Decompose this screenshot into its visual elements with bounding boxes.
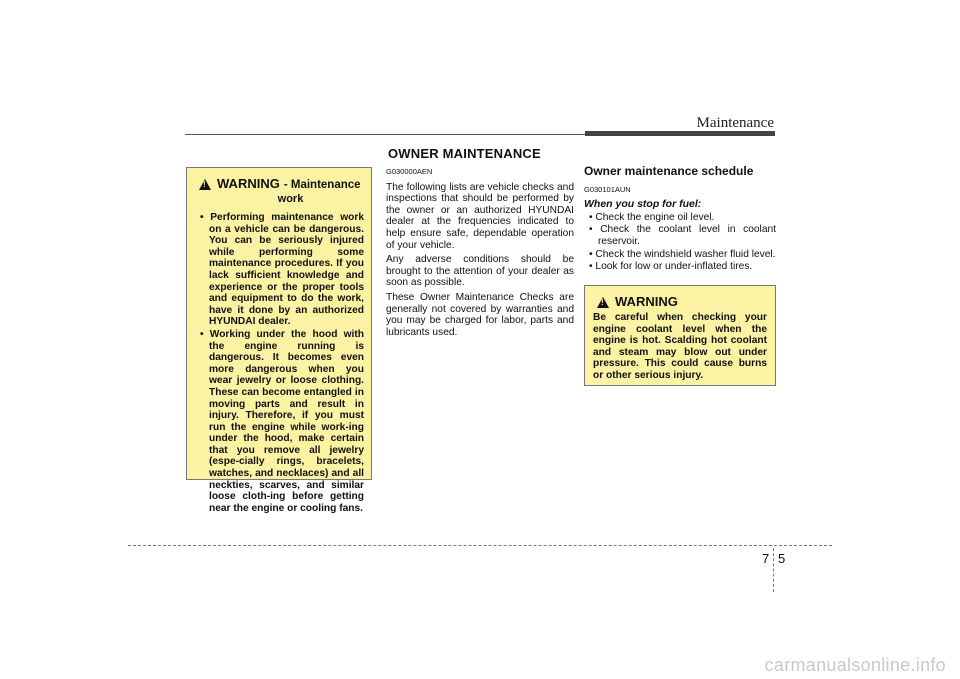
paragraph: The following lists are vehicle checks and inspections that should be performed by the owner or an authorized HYUNDAI dealer at the frequencies indicated to help ensure safe, dependable operation of your vehicle. xyxy=(386,181,574,251)
schedule-subhead: When you stop for fuel: xyxy=(584,198,702,211)
warning-header xyxy=(593,294,767,309)
warning-triangle-icon xyxy=(199,179,211,190)
page-number: 5 xyxy=(778,551,786,566)
paragraph: Any adverse conditions should be brought to the attention of your dealer as soon as possible. xyxy=(386,254,574,289)
page-header-title: Maintenance xyxy=(696,115,774,131)
schedule-item: • Check the coolant level in coolant reservoir. xyxy=(584,224,776,247)
schedule-item: • Look for low or under-inflated tires. xyxy=(584,261,776,273)
warning-title: WARNING xyxy=(615,294,678,309)
schedule-item: • Check the engine oil level. xyxy=(584,212,776,224)
coolant-warning-box xyxy=(584,285,776,386)
footer-rule xyxy=(128,545,832,546)
warning-item: • Working under the hood with the engine running is dangerous. It becomes even more dangerous when you wear jewelry or loose clothing. These can become entangled in moving parts and result in injury. Therefore, if you must run the engine while work-ing under the hood, make certain that you remove all jewelry (espe-cially rings, bracelets, watches, and necklaces) and all neckties, scarves, and similar loose cloth-ing before getting near the engine or cooling fans. xyxy=(195,329,364,515)
warning-title-suffix: - Maintenance xyxy=(283,179,361,191)
watermark: carmanualsonline.info xyxy=(764,655,946,675)
schedule-item: • Check the windshield washer fluid level. xyxy=(584,249,776,261)
schedule-code: G030101AUN xyxy=(584,184,631,194)
page-number-divider xyxy=(773,548,774,592)
maintenance-warning-box xyxy=(186,167,372,514)
warning-subtitle: work xyxy=(277,193,304,205)
header-rule-accent xyxy=(585,131,775,136)
warning-triangle-icon xyxy=(597,297,609,308)
paragraph: These Owner Maintenance Checks are generally not covered by warranties and you may be charged for labor, parts and lubricants used. xyxy=(386,291,574,338)
schedule-title: Owner maintenance schedule xyxy=(584,164,754,178)
warning-list xyxy=(195,212,364,514)
section-code: G030000AEN xyxy=(386,167,433,176)
warning-body: Be careful when checking your engine coolant level when the engine is hot. Scalding hot coolant and steam may blow out under pressure. This could cause burns or other serious injury. xyxy=(593,312,767,381)
schedule-column xyxy=(584,166,776,274)
owner-maintenance-column xyxy=(386,166,574,341)
schedule-list xyxy=(584,212,776,273)
section-title: OWNER MAINTENANCE xyxy=(388,146,541,161)
warning-header xyxy=(195,176,364,206)
warning-item: • Performing maintenance work on a vehicle can be dangerous. You can be seriously injured while performing some maintenance procedures. If you lack sufficient knowledge and experience or the proper tools and equipment to do the work, have it done by an authorized HYUNDAI dealer. xyxy=(195,212,364,328)
chapter-number: 7 xyxy=(762,551,770,566)
warning-title: WARNING xyxy=(217,176,280,191)
